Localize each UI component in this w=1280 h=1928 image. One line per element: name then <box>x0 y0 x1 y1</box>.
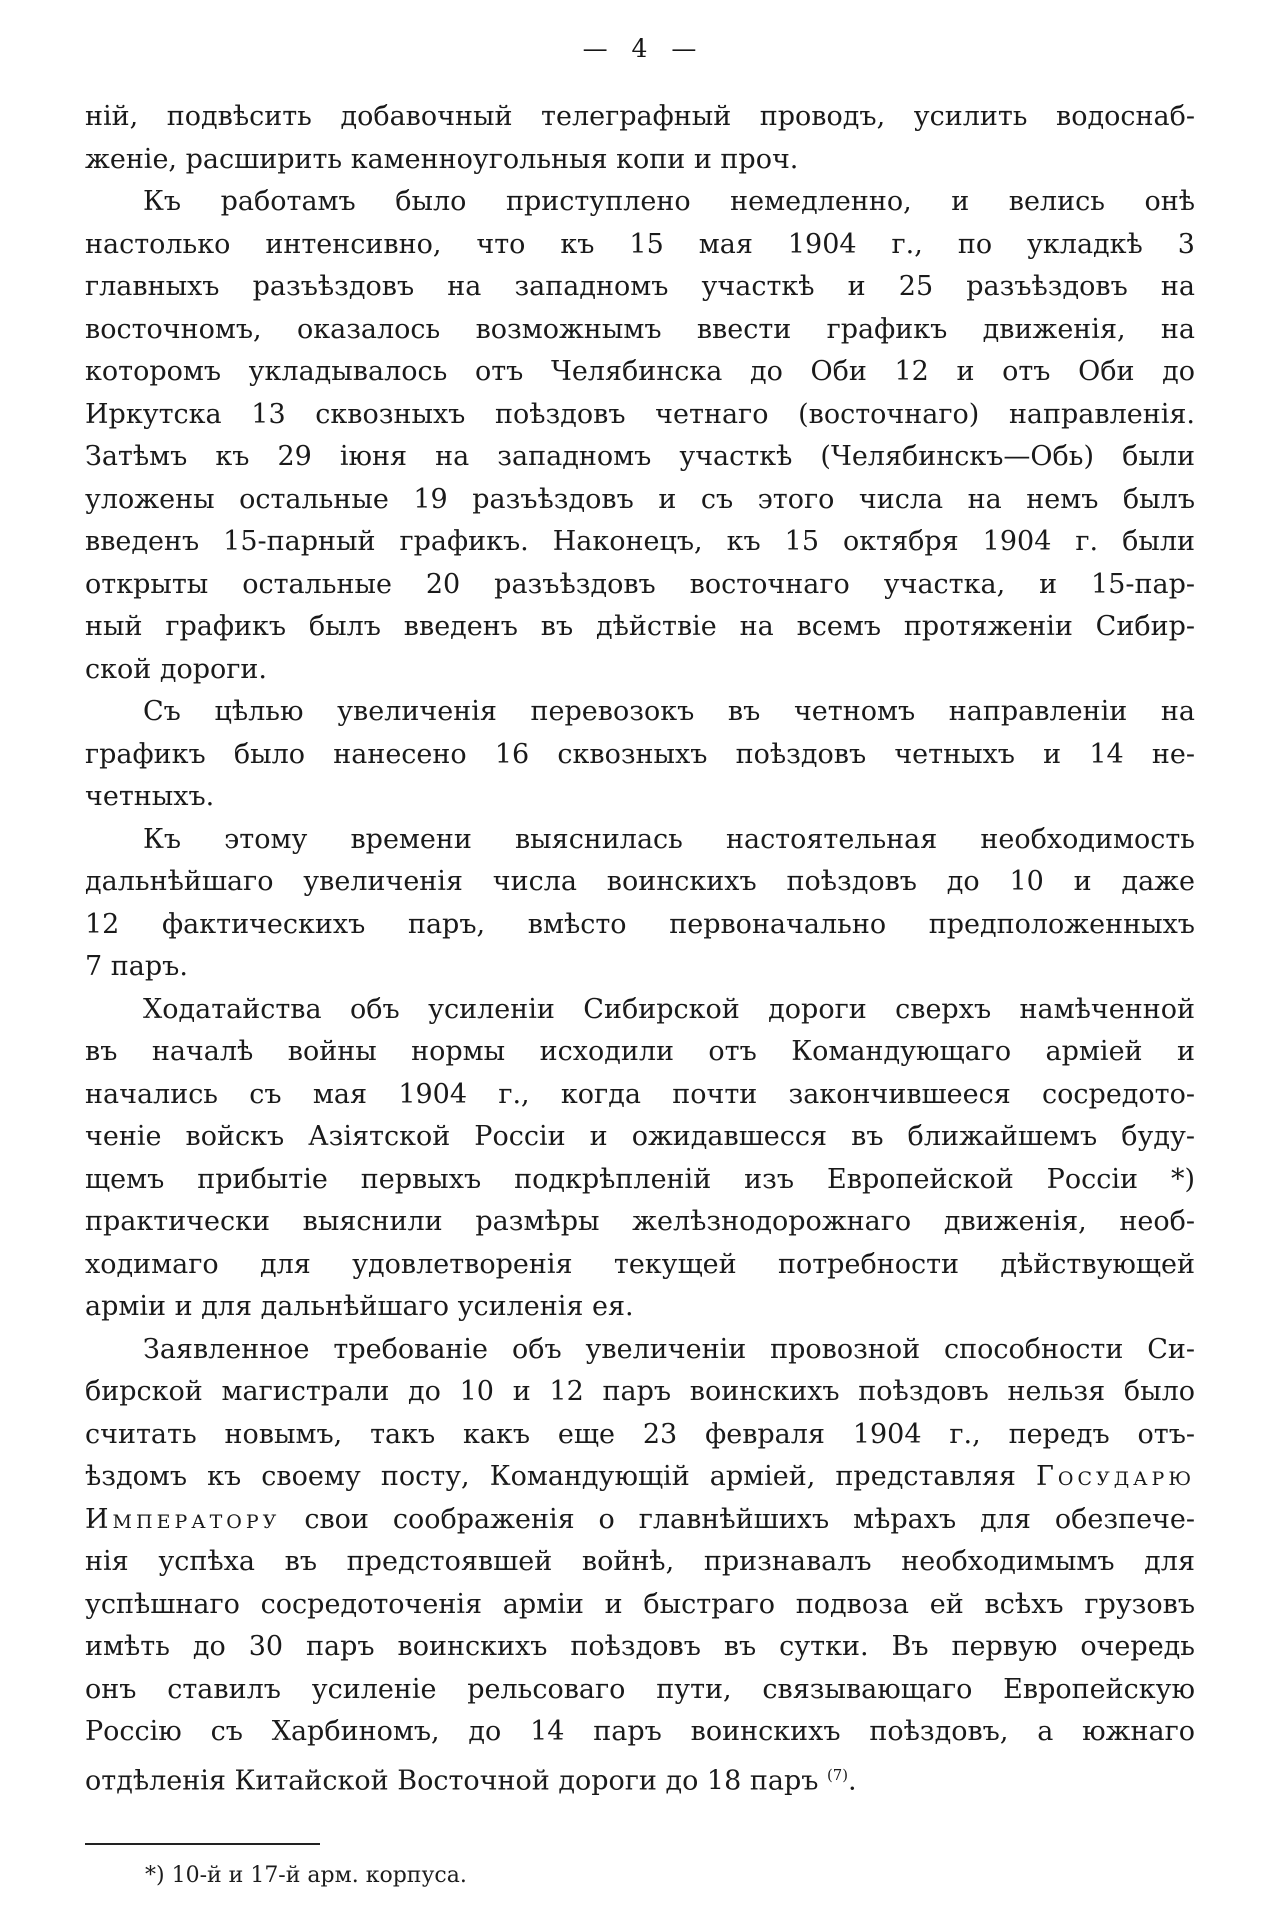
text-segment: арміи и для дальнѣйшаго усиленія ея. <box>85 1291 634 1322</box>
text-segment: введенъ 15-парный графикъ. Наконецъ, къ 15 октября 1904 г. были <box>85 526 1195 557</box>
text-segment: ѣздомъ къ своему посту, Командующій арміей, представляя <box>85 1461 1036 1492</box>
footnote-reference: (7) <box>827 1765 849 1784</box>
text-line <box>85 564 1195 607</box>
text-segment: имѣть до 30 паръ воинскихъ поѣздовъ въ сутки. Въ первую очередь <box>85 1631 1195 1662</box>
text-segment: Къ работамъ было приступлено немедленно, и велись онѣ <box>143 186 1195 217</box>
text-segment: въ началѣ войны нормы исходили отъ Командующаго арміей и <box>85 1036 1195 1067</box>
text-segment: четныхъ. <box>85 781 215 812</box>
text-line <box>85 734 1195 777</box>
text-segment: Государю <box>1035 1461 1195 1492</box>
text-line <box>85 351 1195 394</box>
text-segment: Заявленное требованіе объ увеличеніи провозной способности Си- <box>143 1333 1195 1365</box>
text-segment: бирской магистрали до 10 и 12 паръ воинскихъ поѣздовъ нельзя было <box>85 1376 1195 1407</box>
footnote-text: *) 10-й и 17-й арм. корпуса. <box>145 1862 467 1888</box>
text-segment: ченіе войскъ Азіятской Россіи и ожидавшесся въ ближайшемъ буду- <box>85 1121 1195 1152</box>
text-line <box>85 904 1195 947</box>
text-line <box>85 776 1195 819</box>
text-line <box>85 989 1195 1032</box>
text-segment: свои соображенія о главнѣйшихъ мѣрахъ для обезпече- <box>280 1503 1195 1535</box>
text-line <box>85 649 1195 692</box>
text-line <box>85 224 1195 267</box>
text-line <box>85 1116 1195 1159</box>
text-line <box>85 1754 1195 1803</box>
text-segment: которомъ укладывалось отъ Челябинска до Оби 12 и отъ Оби до <box>85 356 1195 387</box>
text-segment: успѣшнаго сосредоточенія арміи и быстраго подвоза ей всѣхъ грузовъ <box>85 1588 1195 1620</box>
text-line <box>85 1711 1195 1754</box>
text-segment: 7 паръ. <box>85 951 188 982</box>
text-line <box>85 96 1195 139</box>
text-segment: Къ этому времени выяснилась настоятельная необходимость <box>143 823 1195 855</box>
text-line <box>85 1031 1195 1074</box>
text-line <box>85 1329 1195 1372</box>
text-line <box>85 521 1195 564</box>
text-segment: Иркутска 13 сквозныхъ поѣздовъ четнаго (восточнаго) направленія. <box>85 398 1195 430</box>
text-line <box>85 1286 1195 1329</box>
page-number: — 4 — <box>582 34 698 63</box>
text-segment: ный графикъ былъ введенъ въ дѣйствіе на всемъ протяженіи Сибир- <box>85 611 1195 642</box>
text-segment: щемъ прибытіе первыхъ подкрѣпленій изъ Европейской Россіи *) <box>85 1163 1195 1195</box>
text-segment: практически выяснили размѣры желѣзнодорожнаго движенія, необ- <box>85 1206 1195 1237</box>
text-segment: отдѣленія Китайской Восточной дороги до 18 паръ <box>85 1765 827 1797</box>
text-line <box>85 479 1195 522</box>
text-segment: Затѣмъ къ 29 іюня на западномъ участкѣ (Челябинскъ—Обь) были <box>85 441 1195 472</box>
text-segment: ской дороги. <box>85 653 267 685</box>
text-segment: настолько интенсивно, что къ 15 мая 1904 г., по укладкѣ 3 <box>85 228 1195 260</box>
text-line <box>85 1669 1195 1712</box>
text-segment: ній, подвѣсить добавочный телеграфный проводъ, усилить водоснаб- <box>85 101 1195 132</box>
text-line <box>85 1159 1195 1202</box>
text-line <box>85 1074 1195 1117</box>
text-line <box>85 1414 1195 1457</box>
text-segment: онъ ставилъ усиленіе рельсоваго пути, связывающаго Европейскую <box>85 1673 1195 1705</box>
text-line <box>85 394 1195 437</box>
text-line <box>85 691 1195 734</box>
text-line <box>85 139 1195 182</box>
text-line <box>85 1244 1195 1287</box>
text-segment: Россію съ Харбиномъ, до 14 паръ воинскихъ поѣздовъ, а южнаго <box>85 1716 1195 1747</box>
text-segment: главныхъ разъѣздовъ на западномъ участкѣ и 25 разъѣздовъ на <box>85 271 1195 302</box>
text-segment: открыты остальные 20 разъѣздовъ восточнаго участка, и 15-пар- <box>85 568 1195 600</box>
text-line <box>85 1371 1195 1414</box>
text-segment: нія успѣха въ предстоявшей войнѣ, признавалъ необходимымъ для <box>85 1546 1195 1577</box>
text-line <box>85 946 1195 989</box>
footnote-rule <box>85 1843 320 1845</box>
text-segment: дальнѣйшаго увеличенія числа воинскихъ поѣздовъ до 10 и даже <box>85 866 1195 897</box>
text-segment: Съ цѣлью увеличенія перевозокъ въ четномъ направленіи на <box>143 696 1195 727</box>
text-segment: Императору <box>85 1503 281 1535</box>
text-line <box>85 1541 1195 1584</box>
text-segment: восточномъ, оказалось возможнымъ ввести графикъ движенія, на <box>85 313 1195 345</box>
text-line <box>85 1201 1195 1244</box>
text-segment: . <box>848 1765 857 1797</box>
text-segment: считать новымъ, такъ какъ еще 23 февраля 1904 г., передъ отъ- <box>85 1418 1195 1450</box>
text-segment: Ходатайства объ усиленіи Сибирской дороги сверхъ намѣченной <box>143 993 1195 1025</box>
text-line <box>85 1499 1195 1542</box>
text-segment: женіе, расширить каменноугольныя копи и проч. <box>85 143 799 175</box>
text-line <box>85 819 1195 862</box>
text-line <box>85 181 1195 224</box>
text-line <box>85 436 1195 479</box>
text-line <box>85 606 1195 649</box>
text-line <box>85 1456 1195 1499</box>
text-line <box>85 1626 1195 1669</box>
text-line <box>85 266 1195 309</box>
text-segment: 12 фактическихъ паръ, вмѣсто первоначально предположенныхъ <box>85 908 1195 940</box>
text-segment: ходимаго для удовлетворенія текущей потребности дѣйствующей <box>85 1248 1195 1280</box>
text-segment: начались съ мая 1904 г., когда почти закончившееся сосредото- <box>85 1078 1195 1110</box>
text-line <box>85 1584 1195 1627</box>
text-line <box>85 309 1195 352</box>
text-segment: уложены остальные 19 разъѣздовъ и съ этого числа на немъ былъ <box>85 483 1195 515</box>
text-line <box>85 861 1195 904</box>
text-segment: графикъ было нанесено 16 сквозныхъ поѣздовъ четныхъ и 14 не- <box>85 738 1195 770</box>
page-body <box>85 96 1195 1803</box>
